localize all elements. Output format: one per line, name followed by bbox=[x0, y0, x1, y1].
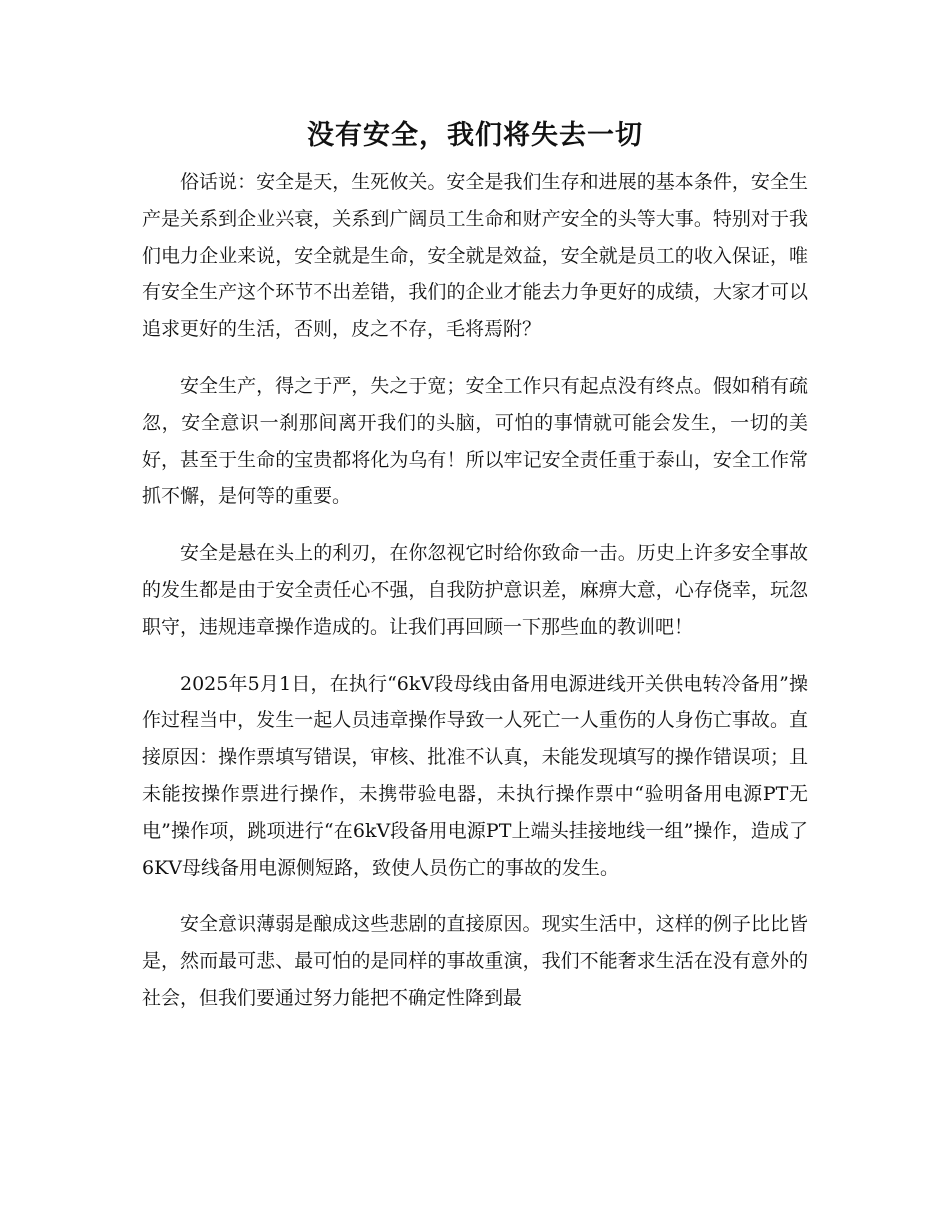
paragraph-2: 安全生产，得之于严，失之于宽；安全工作只有起点没有终点。假如稍有疏忽，安全意识一刹那间离开我们的头脑，可怕的事情就可能会发生，一切的美好，甚至于生命的宝贵都将化为乌有！所以牢记安全责任重于泰山，安全工作常抓不懈，是何等的重要。 bbox=[142, 374, 808, 508]
paragraph-4: 2025年5月1日，在执行“6kV段母线由备用电源进线开关供电转冷备用”操作过程当中，发生一起人员违章操作导致一人死亡一人重伤的人身伤亡事故。直接原因：操作票填写错误，审核、批准不认真，未能发现填写的操作错误项；且未能按操作票进行操作，未携带验电器，未执行操作票中“验明备用电源PT无电”操作项，跳项进行“在6kV段备用电源PT上端头挂接地线一组”操作，造成了6KV母线备用电源侧短路，致使人员伤亡的事故的发生。 bbox=[142, 672, 808, 879]
paragraph-5: 安全意识薄弱是酿成这些悲剧的直接原因。现实生活中，这样的例子比比皆是，然而最可悲、最可怕的是同样的事故重演，我们不能奢求生活在没有意外的社会，但我们要通过努力能把不确定性降到最 bbox=[142, 913, 808, 1009]
paragraph-3: 安全是悬在头上的利刃，在你忽视它时给你致命一击。历史上许多安全事故的发生都是由于安全责任心不强，自我防护意识差，麻痹大意，心存侥幸，玩忽职守，违规违章操作造成的。让我们再回顾一下那些血的教训吧！ bbox=[142, 542, 808, 638]
document-body bbox=[142, 164, 808, 1017]
paragraph-1: 俗话说：安全是天，生死攸关。安全是我们生存和进展的基本条件，安全生产是关系到企业兴衰，关系到广阔员工生命和财产安全的头等大事。特别对于我们电力企业来说，安全就是生命，安全就是效益，安全就是员工的收入保证，唯有安全生产这个环节不出差错，我们的企业才能去力争更好的成绩，大家才可以追求更好的生活，否则，皮之不存，毛将焉附？ bbox=[142, 171, 808, 341]
document-title: 没有安全，我们将失去一切 bbox=[307, 120, 643, 151]
